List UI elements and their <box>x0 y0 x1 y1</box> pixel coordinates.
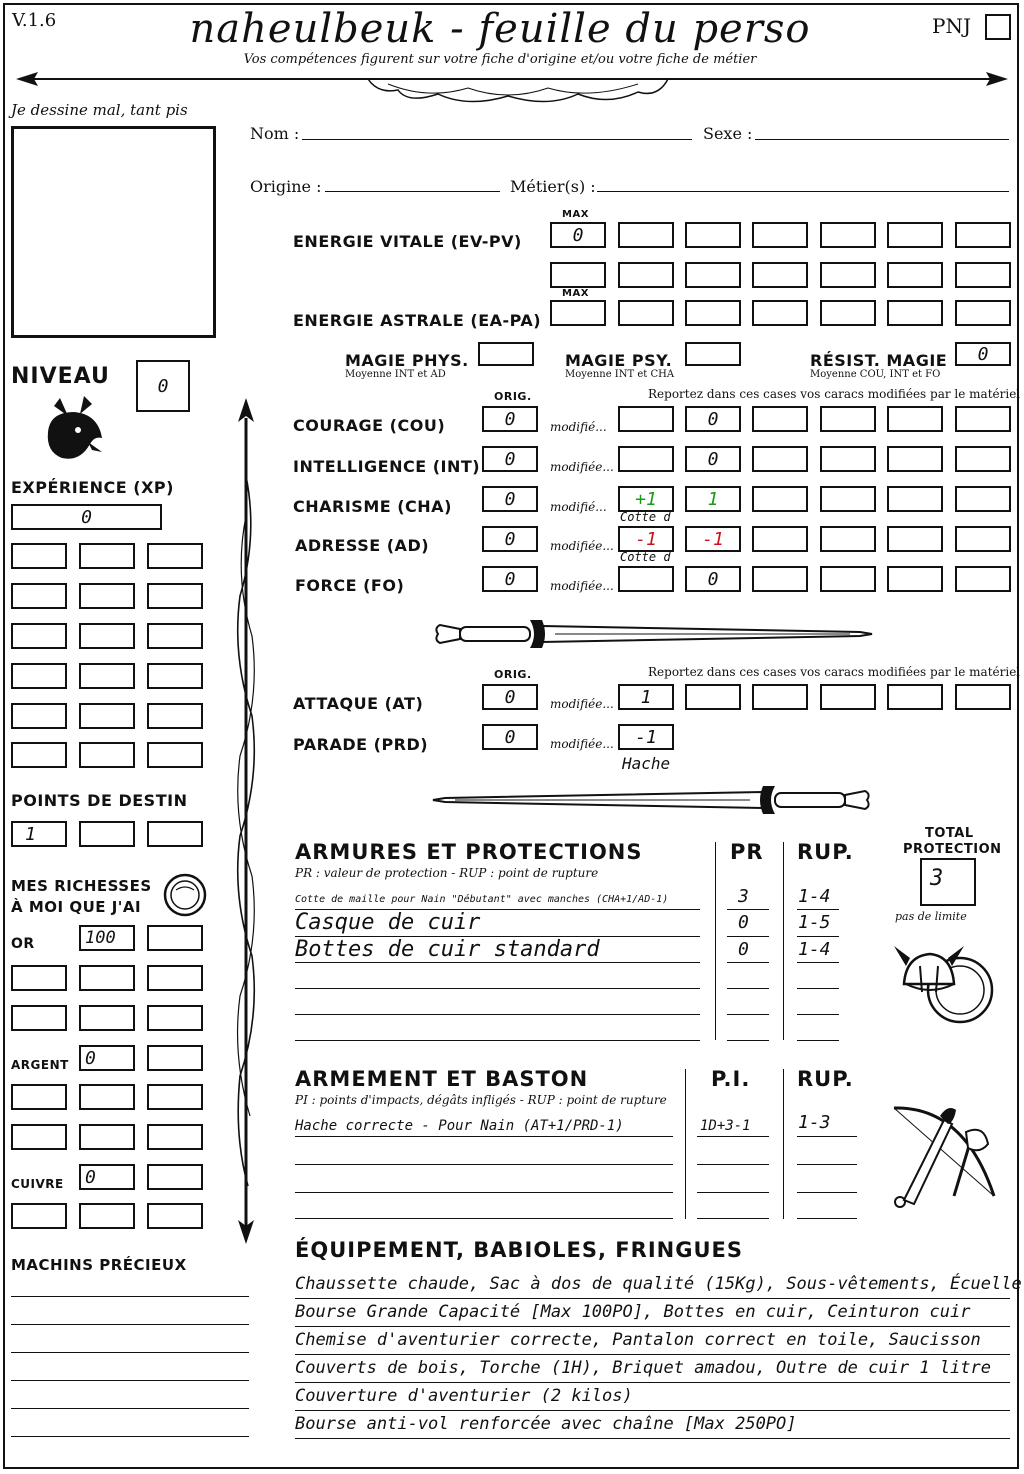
stat-label-ad: ADRESSE (AD) <box>295 536 430 555</box>
weapon-line[interactable] <box>697 1136 769 1137</box>
xp-box[interactable] <box>147 623 203 649</box>
armor-line[interactable] <box>727 1040 769 1041</box>
magie-phys-label: MAGIE PHYS. <box>345 351 469 370</box>
armor-line[interactable] <box>797 1014 839 1015</box>
stat-box[interactable] <box>752 526 808 552</box>
precieux-line[interactable] <box>11 1380 249 1381</box>
destin-box[interactable] <box>147 821 203 847</box>
argent-box[interactable]: 0 <box>79 1045 135 1071</box>
xp-box[interactable] <box>79 543 135 569</box>
stat-box[interactable] <box>887 486 943 512</box>
stat-box[interactable] <box>955 486 1011 512</box>
xp-box[interactable] <box>11 663 67 689</box>
weapon-line[interactable] <box>295 1164 673 1165</box>
stat-mod-label-cou: modifié... <box>550 420 607 434</box>
magie-psy-note: Moyenne INT et CHA <box>565 369 675 380</box>
stat-note-cha: Cotte d <box>620 510 671 524</box>
attaque-box[interactable] <box>820 684 876 710</box>
armor-item-pr: 3 <box>738 886 749 907</box>
xp-box[interactable] <box>147 543 203 569</box>
cuivre-box[interactable] <box>11 1203 67 1229</box>
parade-mod-box[interactable]: -1 <box>618 724 674 750</box>
xp-box[interactable] <box>79 742 135 768</box>
richesses-title-2: À MOI QUE J'AI <box>11 898 142 916</box>
stat-box[interactable] <box>955 566 1011 592</box>
attaque-box[interactable] <box>685 684 741 710</box>
attaque-orig-box[interactable]: 0 <box>482 684 538 710</box>
ea-max-box[interactable] <box>550 300 606 326</box>
armement-note: PI : points d'impacts, dégâts infligés - RUP : point de rupture <box>295 1093 667 1107</box>
stat-label-cou: COURAGE (COU) <box>293 416 446 435</box>
stat-orig-cou[interactable]: 0 <box>482 406 538 432</box>
stat-mod2-cha[interactable]: 1 <box>685 486 741 512</box>
armures-rup-header: RUP. <box>797 840 854 864</box>
origine-field[interactable] <box>325 191 500 192</box>
stat-box[interactable] <box>752 566 808 592</box>
equipment-line[interactable]: Couverts de bois, Torche (1H), Briquet amadou, Outre de cuir 1 litre <box>295 1358 991 1378</box>
pnj-label: PNJ <box>932 14 971 38</box>
armement-title: ARMEMENT ET BASTON <box>295 1067 589 1091</box>
stats-report-note: Reportez dans ces cases vos caracs modifiées par le matériel <box>648 387 1021 401</box>
equipment-rule <box>295 1354 1010 1355</box>
stat-box[interactable] <box>820 486 876 512</box>
or-box[interactable] <box>79 1005 135 1031</box>
ev-box[interactable] <box>550 262 606 288</box>
stat-mod1-int[interactable] <box>618 446 674 472</box>
combat-report-note: Reportez dans ces cases vos caracs modifiées par le matériel <box>648 665 1021 679</box>
machins-precieux-label: MACHINS PRÉCIEUX <box>11 1256 187 1274</box>
precieux-line[interactable] <box>11 1408 249 1409</box>
or-box[interactable] <box>147 965 203 991</box>
stat-mod-label-ad: modifiée... <box>550 539 614 553</box>
xp-box[interactable] <box>11 543 67 569</box>
armor-line[interactable] <box>727 962 769 963</box>
ev-max-box[interactable]: 0 <box>550 222 606 248</box>
armor-line[interactable] <box>295 1014 700 1015</box>
stat-mod1-cou[interactable] <box>618 406 674 432</box>
argent-box[interactable] <box>11 1124 67 1150</box>
weapon-line[interactable] <box>797 1192 857 1193</box>
total-protection-label-2: PROTECTION <box>903 842 1002 857</box>
stat-mod1-ad[interactable]: -1 <box>618 526 674 552</box>
ev-box[interactable] <box>820 222 876 248</box>
xp-box[interactable] <box>147 703 203 729</box>
ev-box[interactable] <box>685 262 741 288</box>
total-protection-box[interactable]: 3 <box>920 858 976 906</box>
total-protection-note: pas de limite <box>895 910 967 923</box>
argent-box[interactable] <box>79 1084 135 1110</box>
armement-rup-header: RUP. <box>797 1067 854 1091</box>
armor-item-pr: 0 <box>738 939 749 960</box>
armor-line[interactable] <box>797 962 839 963</box>
ev-max-label: MAX <box>562 209 589 220</box>
ev-box[interactable] <box>955 222 1011 248</box>
stat-mod2-fo[interactable]: 0 <box>685 566 741 592</box>
attaque-box[interactable] <box>955 684 1011 710</box>
argent-box[interactable] <box>11 1084 67 1110</box>
stat-mod2-int[interactable]: 0 <box>685 446 741 472</box>
ev-box[interactable] <box>685 222 741 248</box>
weapon-line[interactable] <box>295 1192 673 1193</box>
stat-mod2-ad[interactable]: -1 <box>685 526 741 552</box>
cuivre-box[interactable] <box>147 1164 203 1190</box>
armures-col-divider <box>783 842 784 1040</box>
ev-box[interactable] <box>618 262 674 288</box>
weapon-line[interactable] <box>797 1136 857 1137</box>
stat-box[interactable] <box>752 486 808 512</box>
armor-item-rup: 1-4 <box>798 939 831 960</box>
or-box[interactable] <box>147 925 203 951</box>
dragon-head-icon <box>40 392 108 464</box>
stat-label-fo: FORCE (FO) <box>295 576 405 595</box>
stat-orig-cha[interactable]: 0 <box>482 486 538 512</box>
ev-label: ENERGIE VITALE (EV-PV) <box>293 232 522 251</box>
armor-item-name: Cotte de maille pour Nain "Débutant" avec manches (CHA+1/AD-1) <box>295 894 669 905</box>
cuivre-box[interactable] <box>79 1203 135 1229</box>
stat-mod-label-cha: modifié... <box>550 500 607 514</box>
argent-box[interactable] <box>147 1084 203 1110</box>
precieux-line[interactable] <box>11 1324 249 1325</box>
sword-illustration-icon <box>430 778 875 822</box>
armures-note: PR : valeur de protection - RUP : point de rupture <box>295 866 599 880</box>
ea-box[interactable] <box>820 300 876 326</box>
stat-label-cha: CHARISME (CHA) <box>293 497 452 516</box>
armement-col-divider <box>783 1069 784 1219</box>
metier-field[interactable] <box>597 191 1009 192</box>
armor-item-rup: 1-5 <box>798 912 831 933</box>
armement-col-divider <box>685 1069 686 1219</box>
stat-box[interactable] <box>887 526 943 552</box>
ea-box[interactable] <box>752 300 808 326</box>
stat-box[interactable] <box>820 406 876 432</box>
stat-box[interactable] <box>887 566 943 592</box>
ev-box[interactable] <box>820 262 876 288</box>
stat-orig-int[interactable]: 0 <box>482 446 538 472</box>
stat-box[interactable] <box>820 566 876 592</box>
xp-box[interactable] <box>11 742 67 768</box>
niveau-box[interactable]: 0 <box>136 360 190 412</box>
subtitle: Vos compétences figurent sur votre fiche d'origine et/ou votre fiche de métier <box>243 52 757 67</box>
armor-line[interactable] <box>295 1040 700 1041</box>
xp-box[interactable] <box>79 703 135 729</box>
sexe-field[interactable] <box>755 139 1009 140</box>
attaque-box[interactable] <box>752 684 808 710</box>
or-box[interactable] <box>11 1005 67 1031</box>
weapon-line[interactable] <box>797 1218 857 1219</box>
stat-mod1-cha[interactable]: +1 <box>618 486 674 512</box>
weapon-line[interactable] <box>295 1218 673 1219</box>
precieux-line[interactable] <box>11 1352 249 1353</box>
parade-orig-box[interactable]: 0 <box>482 724 538 750</box>
equipement-title: ÉQUIPEMENT, BABIOLES, FRINGUES <box>295 1238 743 1262</box>
weapon-line[interactable] <box>697 1192 769 1193</box>
ev-box[interactable] <box>752 262 808 288</box>
ev-box[interactable] <box>887 262 943 288</box>
equipment-line[interactable]: Chaussette chaude, Sac à dos de qualité (15Kg), Sous-vêtements, Écuelle <box>295 1274 1022 1294</box>
magie-phys-box[interactable] <box>478 342 534 366</box>
armor-line[interactable] <box>797 936 839 937</box>
page-title: naheulbeuk - feuille du perso <box>189 6 811 52</box>
xp-box[interactable] <box>11 703 67 729</box>
stat-box[interactable] <box>752 406 808 432</box>
equipment-rule <box>295 1438 1010 1439</box>
ea-box[interactable] <box>887 300 943 326</box>
cuivre-box[interactable] <box>147 1203 203 1229</box>
niveau-label: NIVEAU <box>11 364 110 389</box>
parade-label: PARADE (PRD) <box>293 735 429 754</box>
argent-label: ARGENT <box>11 1058 69 1072</box>
combat-orig-label: ORIG. <box>494 668 532 681</box>
stat-mod-label-int: modifiée... <box>550 460 614 474</box>
stat-box[interactable] <box>887 406 943 432</box>
weapon-line[interactable] <box>697 1164 769 1165</box>
destin-box[interactable]: 1 <box>11 821 67 847</box>
xp-box[interactable] <box>11 623 67 649</box>
armor-line[interactable] <box>295 988 700 989</box>
equipment-line[interactable]: Bourse Grande Capacité [Max 100PO], Bottes en cuir, Ceinturon cuir <box>295 1302 971 1322</box>
weapon-line[interactable] <box>797 1164 857 1165</box>
armor-item-pr: 0 <box>738 912 749 933</box>
stat-mod2-cou[interactable]: 0 <box>685 406 741 432</box>
armor-line[interactable] <box>727 988 769 989</box>
armement-pi-header: P.I. <box>711 1067 751 1091</box>
nom-label: Nom : <box>250 124 300 143</box>
richesses-title-1: MES RICHESSES <box>11 877 152 895</box>
or-label: OR <box>11 936 35 952</box>
precieux-line[interactable] <box>11 1296 249 1297</box>
attaque-label: ATTAQUE (AT) <box>293 694 424 713</box>
armor-item-name: Bottes de cuir standard <box>295 937 600 962</box>
or-box[interactable] <box>11 965 67 991</box>
ea-box[interactable] <box>685 300 741 326</box>
cuivre-label: CUIVRE <box>11 1177 64 1191</box>
destin-box[interactable] <box>79 821 135 847</box>
xp-box[interactable]: 0 <box>11 504 162 530</box>
portrait-caption: Je dessine mal, tant pis <box>11 101 188 119</box>
equipment-rule <box>295 1326 1010 1327</box>
xp-box[interactable] <box>11 583 67 609</box>
xp-box[interactable] <box>79 583 135 609</box>
armures-col-divider <box>715 842 716 1040</box>
armor-line[interactable] <box>797 988 839 989</box>
stat-orig-fo[interactable]: 0 <box>482 566 538 592</box>
resist-magie-box[interactable]: 0 <box>955 342 1011 366</box>
nom-field[interactable] <box>302 139 692 140</box>
stats-orig-label: ORIG. <box>494 390 532 403</box>
stat-box[interactable] <box>955 446 1011 472</box>
resist-magie-note: Moyenne COU, INT et FO <box>810 369 941 380</box>
attaque-box[interactable] <box>887 684 943 710</box>
argent-box[interactable] <box>147 1045 203 1071</box>
armor-line[interactable] <box>797 1040 839 1041</box>
argent-box[interactable] <box>79 1124 135 1150</box>
resist-magie-label: RÉSIST. MAGIE <box>810 351 948 370</box>
equipment-line[interactable]: Chemise d'aventurier correcte, Pantalon correct en toile, Saucisson <box>295 1330 981 1350</box>
magie-phys-note: Moyenne INT et AD <box>345 369 446 380</box>
armor-line[interactable] <box>727 909 769 910</box>
ev-box[interactable] <box>887 222 943 248</box>
equipment-rule <box>295 1410 1010 1411</box>
stat-mod1-fo[interactable] <box>618 566 674 592</box>
armor-line[interactable] <box>727 1014 769 1015</box>
sword-illustration-icon <box>430 612 875 656</box>
equipment-line[interactable]: Couverture d'aventurier (2 kilos) <box>295 1386 633 1406</box>
weapon-item-rup: 1-3 <box>798 1112 831 1133</box>
armures-title: ARMURES ET PROTECTIONS <box>295 840 643 864</box>
stat-box[interactable] <box>820 446 876 472</box>
attaque-mod-box[interactable]: 1 <box>618 684 674 710</box>
sexe-label: Sexe : <box>703 124 753 143</box>
stat-box[interactable] <box>955 406 1011 432</box>
weapon-item-pi: 1D+3-1 <box>700 1118 751 1134</box>
ev-box[interactable] <box>752 222 808 248</box>
xp-box[interactable] <box>79 663 135 689</box>
attaque-mod-label: modifiée... <box>550 697 614 711</box>
armor-item-name: Casque de cuir <box>295 910 481 935</box>
argent-box[interactable] <box>147 1124 203 1150</box>
equipment-rule <box>295 1382 1010 1383</box>
destin-label: POINTS DE DESTIN <box>11 791 188 810</box>
stat-box[interactable] <box>752 446 808 472</box>
parade-mod-label: modifiée... <box>550 737 614 751</box>
armor-line[interactable] <box>797 909 839 910</box>
xp-box[interactable] <box>79 623 135 649</box>
armor-item-rup: 1-4 <box>798 886 831 907</box>
ev-box[interactable] <box>955 262 1011 288</box>
pnj-checkbox[interactable] <box>985 14 1011 40</box>
parade-note: Hache <box>622 754 671 773</box>
ea-box[interactable] <box>618 300 674 326</box>
stat-mod-label-fo: modifiée... <box>550 579 614 593</box>
weapon-line[interactable] <box>697 1218 769 1219</box>
spear-ornament-icon <box>228 396 264 1266</box>
stat-orig-ad[interactable]: 0 <box>482 526 538 552</box>
total-protection-label-1: TOTAL <box>925 826 974 841</box>
xp-label: EXPÉRIENCE (XP) <box>11 478 174 497</box>
helmet-shield-icon <box>890 926 1000 1036</box>
equipment-line[interactable]: Bourse anti-vol renforcée avec chaîne [Max 250PO] <box>295 1414 797 1434</box>
stat-box[interactable] <box>887 446 943 472</box>
weapon-line[interactable] <box>295 1136 673 1137</box>
precieux-line[interactable] <box>11 1436 249 1437</box>
equipment-rule <box>295 1298 1010 1299</box>
weapon-item-name: Hache correcte - Pour Nain (AT+1/PRD-1) <box>295 1118 624 1134</box>
origine-label: Origine : <box>250 177 322 196</box>
armor-line[interactable] <box>295 962 700 963</box>
stat-box[interactable] <box>955 526 1011 552</box>
magie-psy-box[interactable] <box>685 342 741 366</box>
magie-psy-label: MAGIE PSY. <box>565 351 673 370</box>
xp-box[interactable] <box>147 742 203 768</box>
portrait-box[interactable] <box>11 126 216 338</box>
cuivre-box[interactable]: 0 <box>79 1164 135 1190</box>
ea-label: ENERGIE ASTRALE (EA-PA) <box>293 311 542 330</box>
xp-box[interactable] <box>147 663 203 689</box>
stat-label-int: INTELLIGENCE (INT) <box>293 457 481 476</box>
ea-box[interactable] <box>955 300 1011 326</box>
or-box[interactable] <box>79 965 135 991</box>
ev-box[interactable] <box>618 222 674 248</box>
version-label: V.1.6 <box>12 10 57 31</box>
or-box[interactable] <box>147 1005 203 1031</box>
stat-box[interactable] <box>820 526 876 552</box>
xp-box[interactable] <box>147 583 203 609</box>
weapons-bow-axe-icon <box>884 1096 1008 1216</box>
metier-label: Métier(s) : <box>510 177 596 196</box>
armor-line[interactable] <box>727 936 769 937</box>
stat-note-ad: Cotte d <box>620 550 671 564</box>
coin-icon <box>162 872 208 918</box>
armures-pr-header: PR <box>730 840 764 864</box>
ea-max-label: MAX <box>562 288 589 299</box>
or-box[interactable]: 100 <box>79 925 135 951</box>
